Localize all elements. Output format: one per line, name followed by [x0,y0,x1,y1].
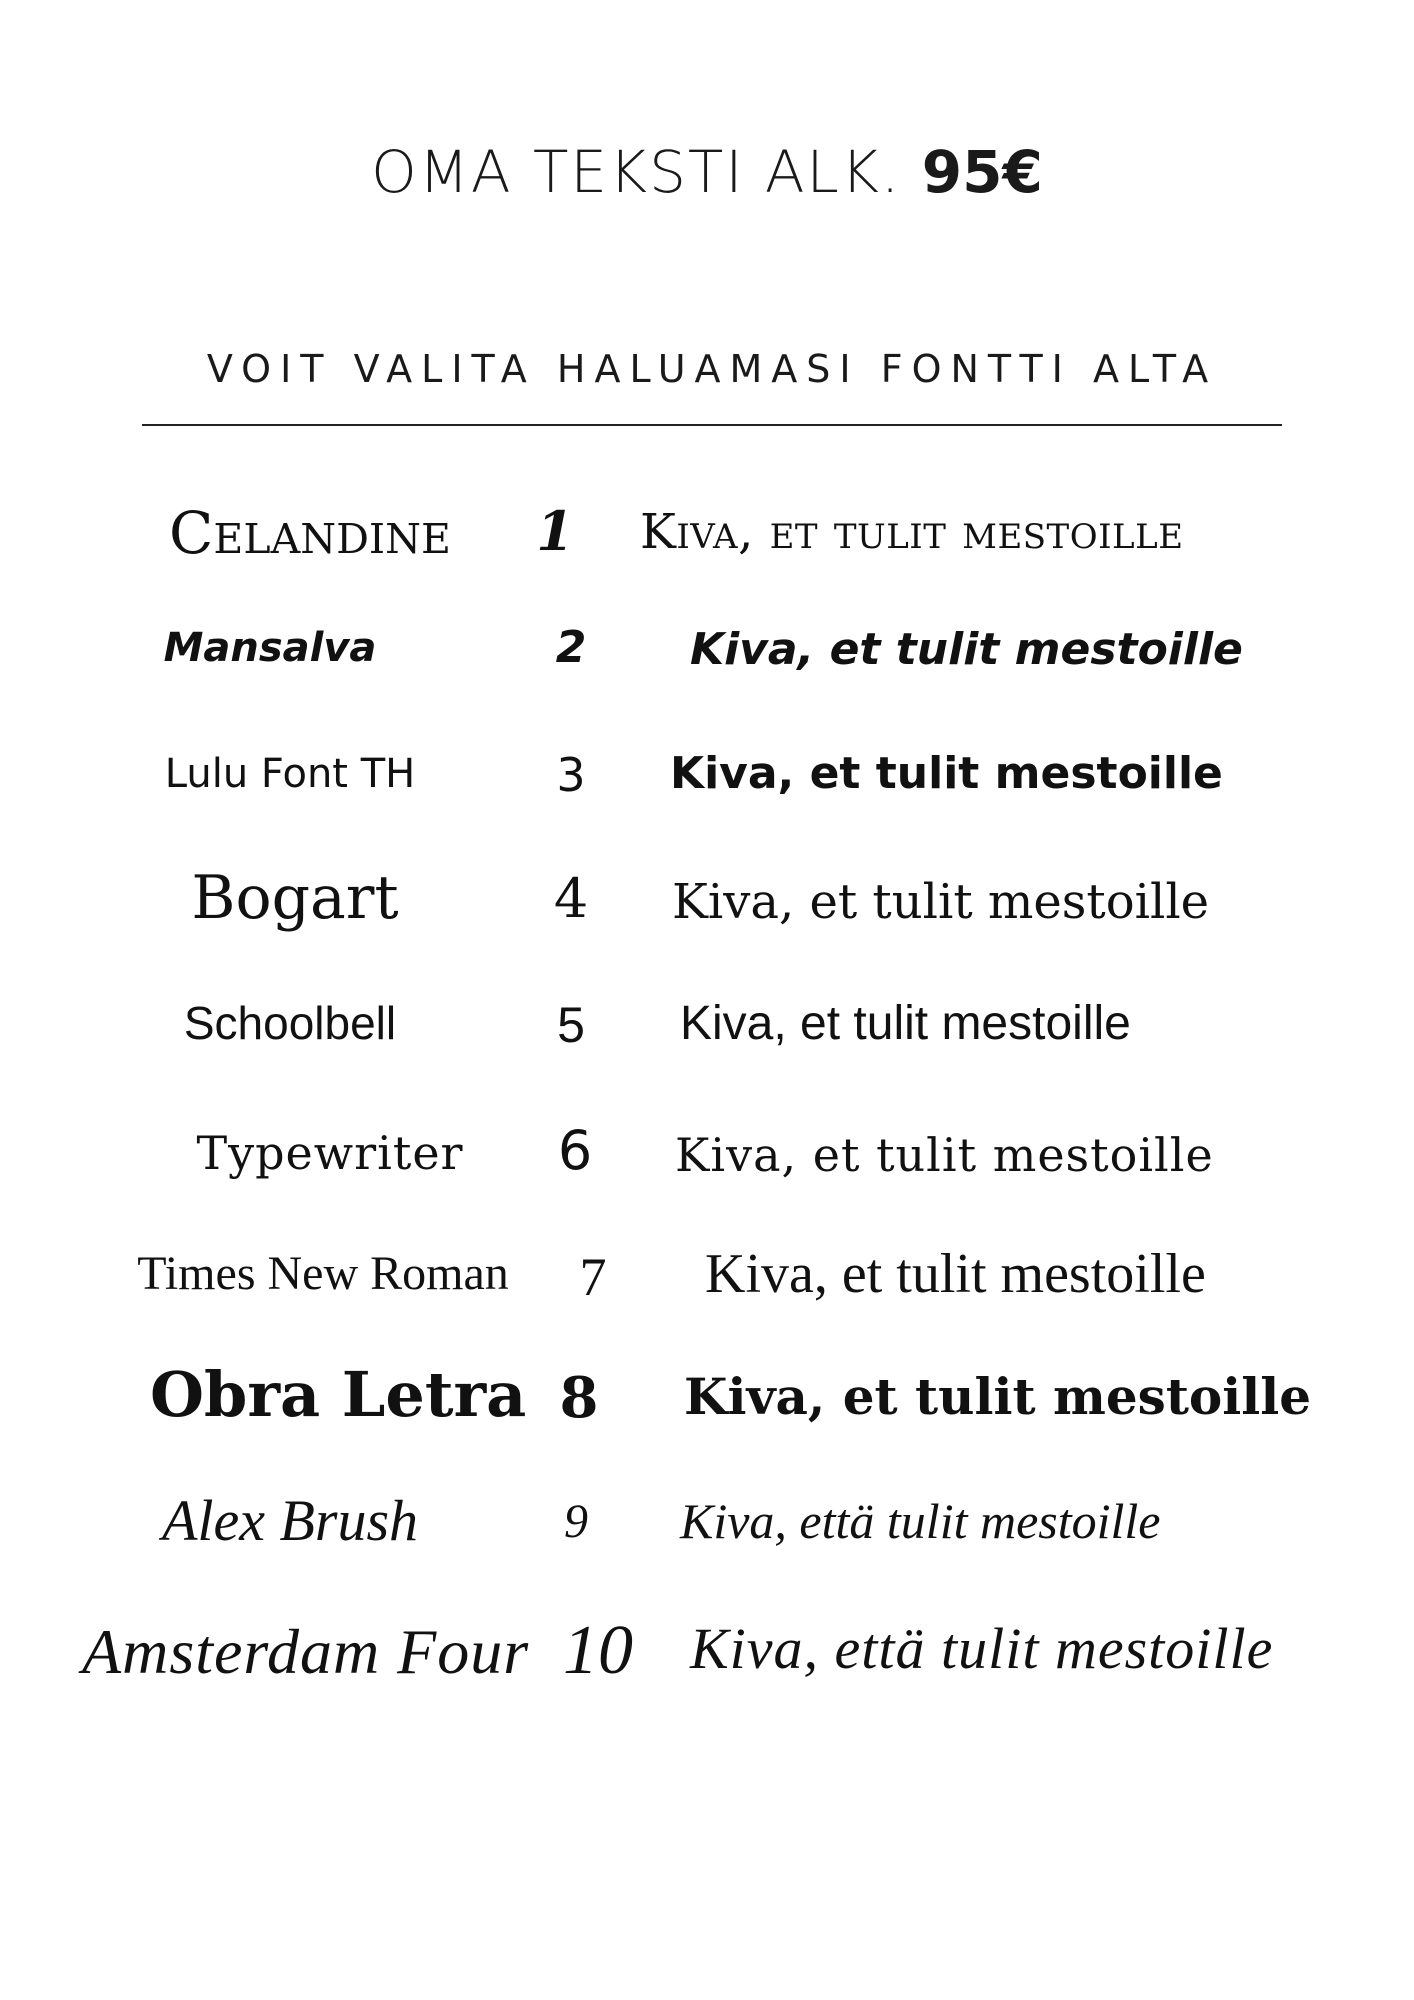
font-row-1 [0,490,1414,590]
font-sample: Kiva, et tulit mestoille [690,624,1243,675]
font-name: Obra Letra [150,1358,527,1431]
font-number: 4 [553,867,589,930]
page-title [0,138,1414,206]
font-name: Celandine [169,499,451,567]
font-name: Times New Roman [137,1247,509,1300]
font-row-6 [0,1120,1414,1220]
title-text: OMA TEKSTI ALK. [371,138,902,206]
font-number: 10 [563,1612,633,1689]
font-name: Alex Brush [161,1488,419,1553]
font-number: 6 [557,1119,593,1182]
font-row-9 [0,1486,1414,1586]
font-name: Lulu Font TH [164,751,416,797]
font-number: 9 [564,1495,588,1548]
font-sample: Kiva, et tulit mestoille [705,1243,1206,1305]
font-row-5 [0,992,1414,1092]
font-row-2 [0,618,1414,718]
divider-line [142,424,1282,426]
font-sample: Kiva, et tulit mestoille [680,997,1131,1050]
font-name: Amsterdam Four [82,1616,530,1687]
font-number: 3 [556,748,586,802]
font-row-10 [0,1590,1414,1740]
font-sample: Kiva, että tulit mestoille [680,1493,1161,1549]
title-price: 95€ [921,138,1043,206]
font-number: 1 [536,499,574,563]
font-row-7 [0,1240,1414,1340]
font-number: 5 [557,997,585,1053]
font-name: Mansalva [163,625,377,671]
font-number: 8 [559,1365,599,1431]
font-row-3 [0,742,1414,842]
font-sample: Kiva, et tulit mestoille [640,504,1184,560]
font-sample: Kiva, et tulit mestoille [670,748,1223,799]
font-sample: Kiva, et tulit mestoille [684,1367,1312,1426]
font-name: Typewriter [196,1126,464,1180]
font-name: Bogart [191,863,399,933]
font-sample: Kiva, et tulit mestoille [675,1128,1214,1182]
font-row-4 [0,864,1414,964]
font-number: 7 [579,1247,607,1307]
font-sample: Kiva, et tulit mestoille [672,874,1210,930]
font-name: Schoolbell [183,997,397,1049]
font-sample: Kiva, että tulit mestoille [690,1616,1274,1681]
font-row-8 [0,1360,1414,1460]
font-number: 2 [555,622,587,673]
subtitle: VOIT VALITA HALUAMASI FONTTI ALTA [206,347,1218,391]
